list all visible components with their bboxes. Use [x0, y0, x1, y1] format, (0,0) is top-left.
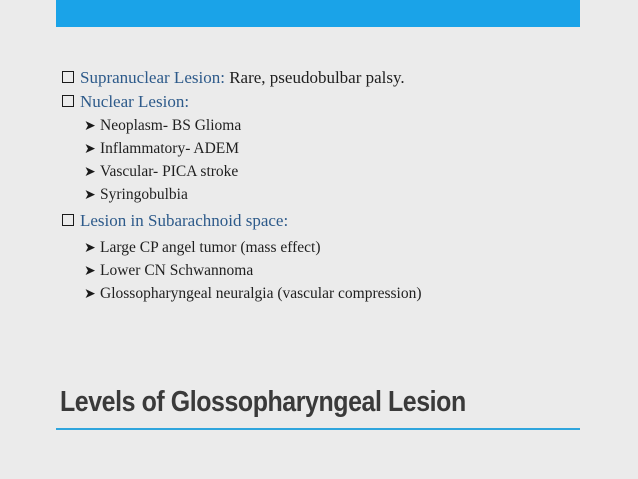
sub-bullet-text: Large CP angel tumor (mass effect)	[100, 239, 321, 256]
slide-body	[62, 66, 602, 307]
sub-bullet-text: Neoplasm- BS Glioma	[100, 117, 242, 134]
sub-bullet-text: Syringobulbia	[100, 186, 188, 203]
arrow-bullet-icon: ➤	[84, 263, 96, 279]
sub-bullet	[62, 236, 602, 259]
bullet-text: Rare, pseudobulbar palsy.	[224, 68, 405, 87]
hollow-square-bullet-icon	[62, 214, 74, 226]
arrow-bullet-icon: ➤	[84, 240, 96, 256]
hollow-square-bullet-icon	[62, 71, 74, 83]
sub-bullet	[62, 259, 602, 282]
bullet-nuclear	[62, 90, 602, 114]
slide-title: Levels of Glossopharyngeal Lesion	[60, 386, 466, 418]
sub-bullet	[62, 137, 602, 160]
bullet-label: Nuclear Lesion:	[80, 92, 190, 111]
arrow-bullet-icon: ➤	[84, 118, 96, 134]
top-accent-bar	[56, 0, 580, 27]
bullet-label: Lesion in Subarachnoid space:	[80, 211, 289, 230]
sub-bullet	[62, 183, 602, 206]
arrow-bullet-icon: ➤	[84, 164, 96, 180]
nuclear-subitems	[62, 114, 602, 206]
arrow-bullet-icon: ➤	[84, 141, 96, 157]
bullet-label: Supranuclear Lesion:	[80, 68, 225, 87]
bullet-supranuclear	[62, 66, 602, 90]
sub-bullet-text: Glossopharyngeal neuralgia (vascular compression)	[100, 285, 422, 302]
hollow-square-bullet-icon	[62, 95, 74, 107]
sub-bullet	[62, 114, 602, 137]
sub-bullet	[62, 160, 602, 183]
sub-bullet-text: Lower CN Schwannoma	[100, 262, 254, 279]
subarachnoid-subitems	[62, 236, 602, 305]
sub-bullet	[62, 282, 602, 305]
title-underline	[56, 428, 580, 430]
arrow-bullet-icon: ➤	[84, 286, 96, 302]
arrow-bullet-icon: ➤	[84, 187, 96, 203]
bullet-subarachnoid	[62, 209, 602, 233]
sub-bullet-text: Vascular- PICA stroke	[100, 163, 239, 180]
sub-bullet-text: Inflammatory- ADEM	[100, 140, 240, 157]
